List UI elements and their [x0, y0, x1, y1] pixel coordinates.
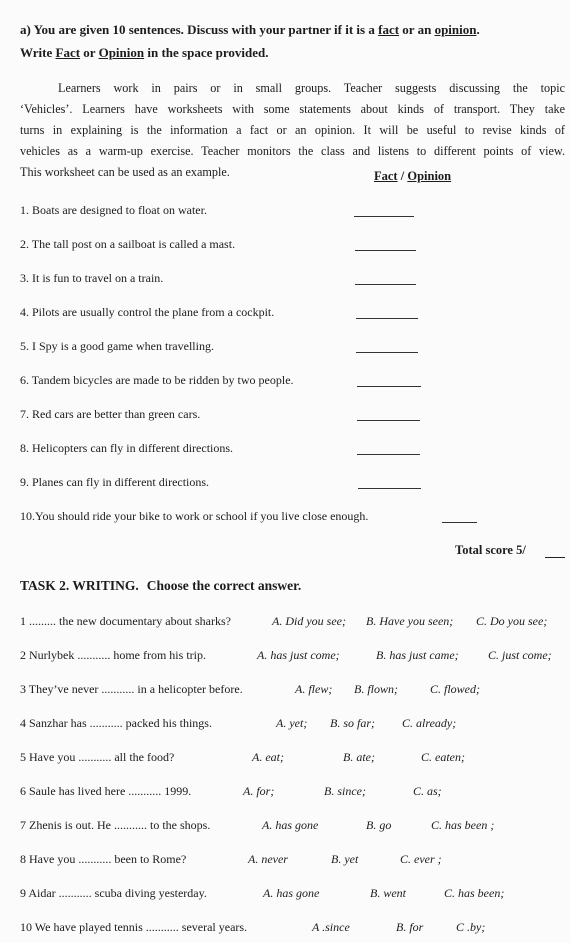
answer-option[interactable]: B. Have you seen;: [366, 614, 454, 628]
answer-blank[interactable]: [355, 284, 416, 285]
answer-option[interactable]: C. already;: [402, 716, 457, 730]
answer-option[interactable]: C. flowed;: [430, 682, 480, 696]
paragraph-line: This worksheet can be used as an example.: [20, 165, 230, 179]
task2-title: [20, 578, 301, 594]
sentence-item: 9. Planes can fly in different directions.: [20, 475, 210, 489]
question-stem: 2 Nurlybek ........... home from his trip.: [20, 648, 206, 662]
answer-blank[interactable]: [357, 386, 421, 387]
answer-option[interactable]: A. flew;: [295, 682, 333, 696]
instruction-text: or: [80, 45, 99, 60]
answer-option[interactable]: A. has gone: [263, 886, 320, 900]
instruction-opinion-word: Opinion: [98, 45, 145, 60]
section-a-instruction: [20, 45, 268, 61]
question-stem: 10 We have played tennis ........... several years.: [20, 920, 248, 934]
paragraph-line: vehicles as a warm-up exercise. Teacher monitors the class and listens to different points of view.: [20, 144, 565, 158]
answer-option[interactable]: A. yet;: [276, 716, 308, 730]
answer-option[interactable]: C. has been;: [444, 886, 505, 900]
answer-option[interactable]: C. has been ;: [431, 818, 495, 832]
sentence-item: 10.You should ride your bike to work or school if you live close enough.: [20, 509, 369, 523]
paragraph-line: turns in explaining is the information a fact or an opinion. It will be useful to revise kinds of: [20, 123, 565, 137]
task2-title-label: TASK 2. WRITING.: [20, 578, 139, 593]
sentence-item: 6. Tandem bicycles are made to be ridden by two people.: [20, 373, 294, 387]
answer-option[interactable]: A .since: [312, 920, 350, 934]
answer-blank[interactable]: [356, 318, 418, 319]
answer-option[interactable]: A. has gone: [262, 818, 319, 832]
total-score-blank[interactable]: [545, 557, 565, 558]
heading-opinion-word: opinion: [434, 22, 477, 37]
heading-text: or an: [399, 22, 435, 37]
column-opinion: Opinion: [407, 169, 452, 183]
answer-option[interactable]: C. Do you see;: [476, 614, 548, 628]
answer-option[interactable]: B. yet: [331, 852, 359, 866]
paragraph-line: ‘Vehicles’. Learners have worksheets with some statements about kinds of transport. They take: [20, 102, 565, 116]
heading-text: a) You are given 10 sentences. Discuss with your partner if it is a: [20, 22, 379, 37]
sentence-item: 4. Pilots are usually control the plane from a cockpit.: [20, 305, 275, 319]
answer-option[interactable]: C. as;: [413, 784, 442, 798]
instruction-text: Write: [20, 45, 56, 60]
sentence-item: 7. Red cars are better than green cars.: [20, 407, 201, 421]
heading-fact-word: fact: [378, 22, 400, 37]
answer-blank[interactable]: [354, 216, 414, 217]
answer-option[interactable]: B. since;: [324, 784, 366, 798]
question-stem: 1 ......... the new documentary about sharks?: [20, 614, 231, 628]
answer-blank[interactable]: [357, 420, 420, 421]
answer-option[interactable]: A. for;: [243, 784, 275, 798]
question-stem: 9 Aidar ........... scuba diving yesterday.: [20, 886, 207, 900]
question-stem: 7 Zhenis is out. He ........... to the shops.: [20, 818, 211, 832]
task2-title-instruction: Choose the correct answer.: [146, 578, 302, 593]
instruction-text: in the space provided.: [144, 45, 269, 60]
answer-option[interactable]: B. for: [396, 920, 424, 934]
question-stem: 3 They’ve never ........... in a helicopter before.: [20, 682, 243, 696]
paragraph-line: Learners work in pairs or in small groups. Teacher suggests discussing the topic: [58, 81, 565, 95]
sentence-item: 2. The tall post on a sailboat is called a mast.: [20, 237, 236, 251]
answer-option[interactable]: B. went: [370, 886, 406, 900]
question-stem: 8 Have you ........... been to Rome?: [20, 852, 187, 866]
teacher-notes-paragraph: [20, 78, 565, 183]
answer-option[interactable]: A. has just come;: [257, 648, 340, 662]
answer-option[interactable]: C. ever ;: [400, 852, 442, 866]
sentence-item: 5. I Spy is a good game when travelling.: [20, 339, 214, 353]
heading-text: .: [476, 22, 480, 37]
answer-option[interactable]: B. ate;: [343, 750, 375, 764]
sentence-item: 8. Helicopters can fly in different directions.: [20, 441, 234, 455]
fact-opinion-column-header: [374, 169, 451, 184]
answer-option[interactable]: A. Did you see;: [272, 614, 346, 628]
answer-option[interactable]: C. just come;: [488, 648, 552, 662]
sentence-item: 1. Boats are designed to float on water.: [20, 203, 207, 217]
question-stem: 6 Saule has lived here ........... 1999.: [20, 784, 192, 798]
question-stem: 4 Sanzhar has ........... packed his things.: [20, 716, 212, 730]
answer-option[interactable]: A. eat;: [252, 750, 284, 764]
answer-option[interactable]: A. never: [248, 852, 288, 866]
answer-blank[interactable]: [357, 454, 420, 455]
answer-blank[interactable]: [355, 250, 416, 251]
answer-blank[interactable]: [442, 522, 477, 523]
instruction-fact-word: Fact: [55, 45, 81, 60]
total-score-label: Total score 5/: [455, 543, 526, 557]
answer-option[interactable]: B. has just came;: [376, 648, 459, 662]
answer-blank[interactable]: [356, 352, 418, 353]
answer-option[interactable]: C .by;: [456, 920, 486, 934]
column-fact: Fact: [374, 169, 398, 183]
answer-option[interactable]: C. eaten;: [421, 750, 465, 764]
answer-option[interactable]: B. so far;: [330, 716, 375, 730]
section-a-heading: [20, 22, 480, 38]
question-stem: 5 Have you ........... all the food?: [20, 750, 175, 764]
answer-blank[interactable]: [358, 488, 421, 489]
answer-option[interactable]: B. go: [366, 818, 392, 832]
answer-option[interactable]: B. flown;: [354, 682, 398, 696]
sentence-item: 3. It is fun to travel on a train.: [20, 271, 164, 285]
column-separator: /: [397, 169, 408, 183]
